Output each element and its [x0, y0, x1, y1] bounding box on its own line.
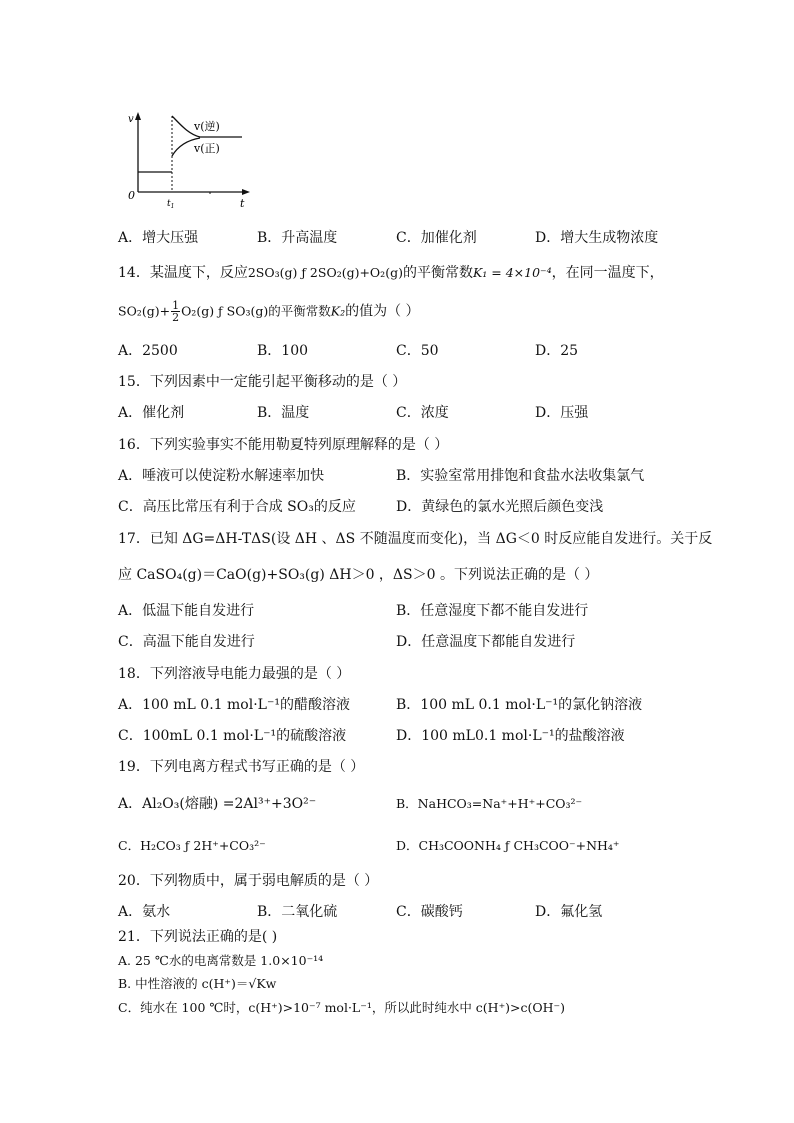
- q17-option-d: D．任意温度下都能自发进行: [396, 634, 576, 650]
- q15-stem: 15．下列因素中一定能引起平衡移动的是（ ）: [118, 374, 407, 390]
- q18-stem: 18．下列溶液导电能力最强的是（ ）: [118, 666, 351, 682]
- q14-option-b: B．100: [257, 343, 309, 359]
- q14-option-a: A．2500: [118, 343, 178, 359]
- q16-option-b: B．实验室常用排饱和食盐水法收集氯气: [396, 468, 645, 484]
- q15-option-b: B．温度: [257, 405, 310, 421]
- q20-option-a: A．氨水: [118, 904, 171, 920]
- q13-option-b: B．升高温度: [257, 230, 338, 246]
- q16-option-c: C．高压比常压有利于合成 SO₃的反应: [118, 499, 356, 515]
- x-axis-arrow: [242, 189, 250, 195]
- half-fraction: $\frac{1}{2}$: [172, 299, 180, 324]
- q16-option-a: A．唾液可以使淀粉水解速率加快: [118, 468, 325, 484]
- reverse-rate-label: v(逆): [194, 120, 220, 133]
- q18-option-a: A．100 mL 0.1 mol·L⁻¹的醋酸溶液: [118, 697, 350, 713]
- q21-stem: 21．下列说法正确的是( ): [118, 929, 278, 945]
- q17-stem-line1: 17．已知 ΔG=ΔH-TΔS(设 ΔH 、ΔS 不随温度而变化)，当 ΔG＜0 时反应能自发进行。关于反: [118, 531, 713, 547]
- q13-option-c: C．加催化剂: [396, 230, 477, 246]
- q15-option-a: A．催化剂: [118, 405, 185, 421]
- q19-option-a: A．Al₂O₃(熔融) =2Al³⁺+3O²⁻: [118, 796, 317, 812]
- q13-option-d: D．增大生成物浓度: [535, 230, 659, 246]
- q18-option-d: D．100 mL0.1 mol·L⁻¹的盐酸溶液: [396, 728, 625, 744]
- q21-option-c: C．纯水在 100 ℃时，c(H⁺)>10⁻⁷ mol·L⁻¹，所以此时纯水中 c(H⁺)>c(OH⁻): [118, 1000, 566, 1015]
- q15-option-d: D．压强: [535, 405, 589, 421]
- q21-option-a: A. 25 ℃水的电离常数是 1.0×10⁻¹⁴: [118, 953, 324, 968]
- q19-option-d: D．CH₃COONH₄ ƒ CH₃COO⁻+NH₄⁺: [396, 838, 620, 853]
- q16-option-d: D．黄绿色的氯水光照后颜色变浅: [396, 499, 604, 515]
- q19-option-b: B．NaHCO₃=Na⁺+H⁺+CO₃²⁻: [396, 796, 583, 811]
- q17-option-a: A．低温下能自发进行: [118, 603, 255, 619]
- q20-option-d: D．氟化氢: [535, 904, 603, 920]
- q21-option-b: B. 中性溶液的 c(H⁺)＝√Kw: [118, 976, 277, 991]
- q18-option-b: B．100 mL 0.1 mol·L⁻¹的氯化钠溶液: [396, 697, 643, 713]
- q14-stem-line2: SO₂(g)+ $\frac{1}{2}$ O₂(g) ƒ SO₃(g)的平衡常数K₂的值为（ ）: [118, 299, 420, 324]
- q14-option-d: D．25: [535, 343, 579, 359]
- t1-label: $t_1$: [167, 199, 175, 210]
- origin-label: 0: [128, 189, 135, 202]
- q15-option-c: C．浓度: [396, 405, 449, 421]
- rate-time-graph: [118, 110, 258, 210]
- q19-option-c: C．H₂CO₃ ƒ 2H⁺+CO₃²⁻: [118, 838, 266, 853]
- y-axis-label: v: [128, 114, 134, 125]
- forward-rate-label: v(正): [194, 142, 220, 155]
- q20-option-b: B．二氧化硫: [257, 904, 338, 920]
- q13-option-a: A．增大压强: [118, 230, 199, 246]
- q17-stem-line2: 应 CaSO₄(g)＝CaO(g)+SO₃(g) ΔH＞0 ，ΔS＞0 。下列说法正确的是（ ）: [118, 567, 599, 583]
- q14-stem-line1: 14．某温度下，反应2SO₃(g) ƒ 2SO₂(g)+O₂(g)的平衡常数K₁ = 4×10⁻⁴，在同一温度下，: [118, 265, 664, 281]
- q17-option-c: C．高温下能自发进行: [118, 634, 255, 650]
- q18-option-c: C．100mL 0.1 mol·L⁻¹的硫酸溶液: [118, 728, 347, 744]
- x-axis-label: t: [240, 197, 245, 210]
- y-axis-arrow: [135, 112, 141, 120]
- q19-stem: 19．下列电离方程式书写正确的是（ ）: [118, 759, 365, 775]
- q14-option-c: C．50: [396, 343, 439, 359]
- q16-stem: 16．下列实验事实不能用勒夏特列原理解释的是（ ）: [118, 437, 449, 453]
- q20-stem: 20．下列物质中，属于弱电解质的是（ ）: [118, 873, 379, 889]
- q20-option-c: C．碳酸钙: [396, 904, 463, 920]
- q17-option-b: B．任意湿度下都不能自发进行: [396, 603, 589, 619]
